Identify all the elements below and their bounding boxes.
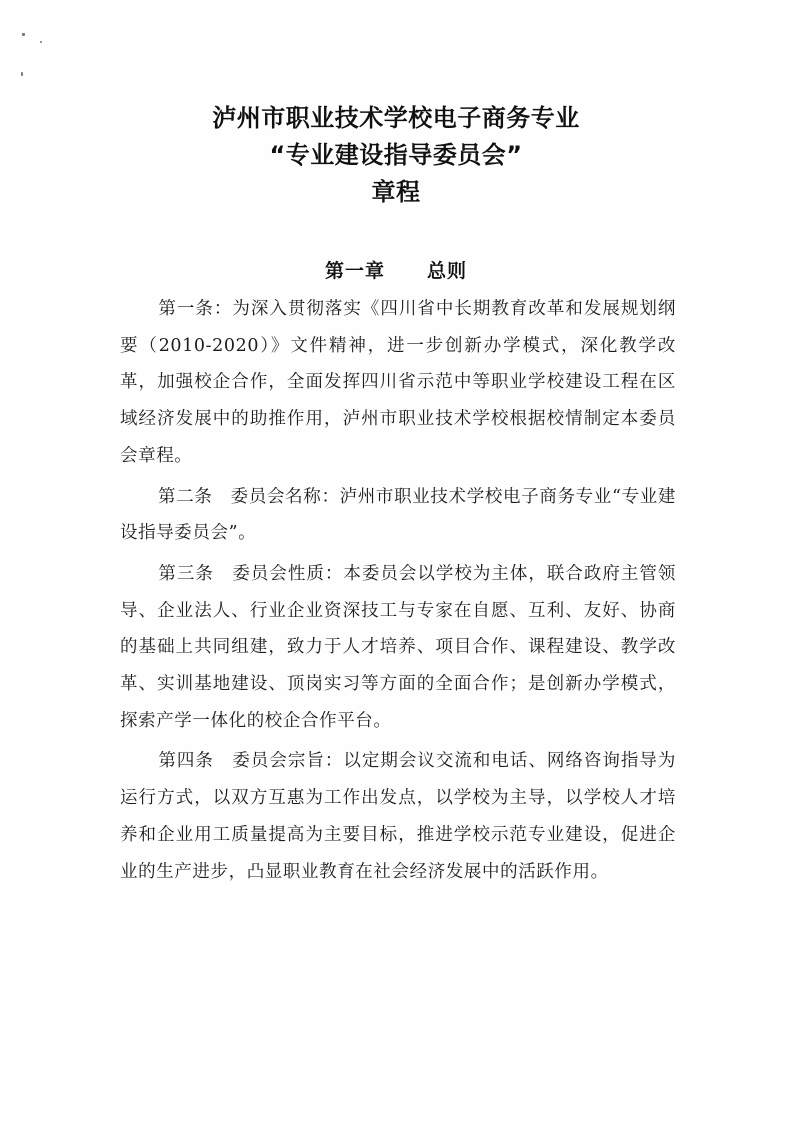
chapter-heading: [0, 256, 792, 283]
document-title: [0, 100, 792, 211]
scan-speck: [40, 41, 42, 43]
chapter-number: 第一章: [324, 260, 385, 282]
article-paragraph: [120, 479, 676, 552]
article-text: 第三条 委员会性质：本委员会以学校为主体，联合政府主管领导、企业法人、行业企业资深技工与专家在自愿、互利、友好、协商的基础上共同组建，致力于人才培养、项目合作、课程建设、教学改革、实训基地建设、顶岗实习等方面的全面合作；是创新办学模式，探索产学一体化的校企合作平台。: [120, 563, 676, 731]
article-text: 第四条 委员会宗旨：以定期会议交流和电话、网络咨询指导为运行方式，以双方互惠为工作出发点，以学校为主导，以学校人才培养和企业用工质量提高为主要目标，推进学校示范专业建设，促进企业的生产进步，凸显职业教育在社会经济发展中的活跃作用。: [120, 751, 676, 882]
title-line: 泸州市职业技术学校电子商务专业: [212, 104, 580, 132]
article-text: 第二条 委员会名称：泸州市职业技术学校电子商务专业“专业建设指导委员会”。: [120, 486, 676, 544]
title-line: 章程: [371, 178, 421, 206]
article-text: 第一条：为深入贯彻落实《四川省中长期教育改革和发展规划纲要（2010-2020）》文件精神，进一步创新办学模式，深化教学改革，加强校企合作，全面发挥四川省示范中等职业学校建设工程在区域经济发展中的助推作用，泸州市职业技术学校根据校情制定本委员会章程。: [120, 299, 676, 466]
article-paragraph: [120, 291, 676, 475]
scan-speck: [21, 72, 23, 76]
title-line: “专业建设指导委员会”: [269, 141, 523, 169]
scan-speck: [22, 33, 25, 36]
article-paragraph: [120, 743, 676, 890]
chapter-name: 总则: [427, 260, 468, 282]
document-body: [120, 291, 676, 890]
article-paragraph: [120, 556, 676, 740]
